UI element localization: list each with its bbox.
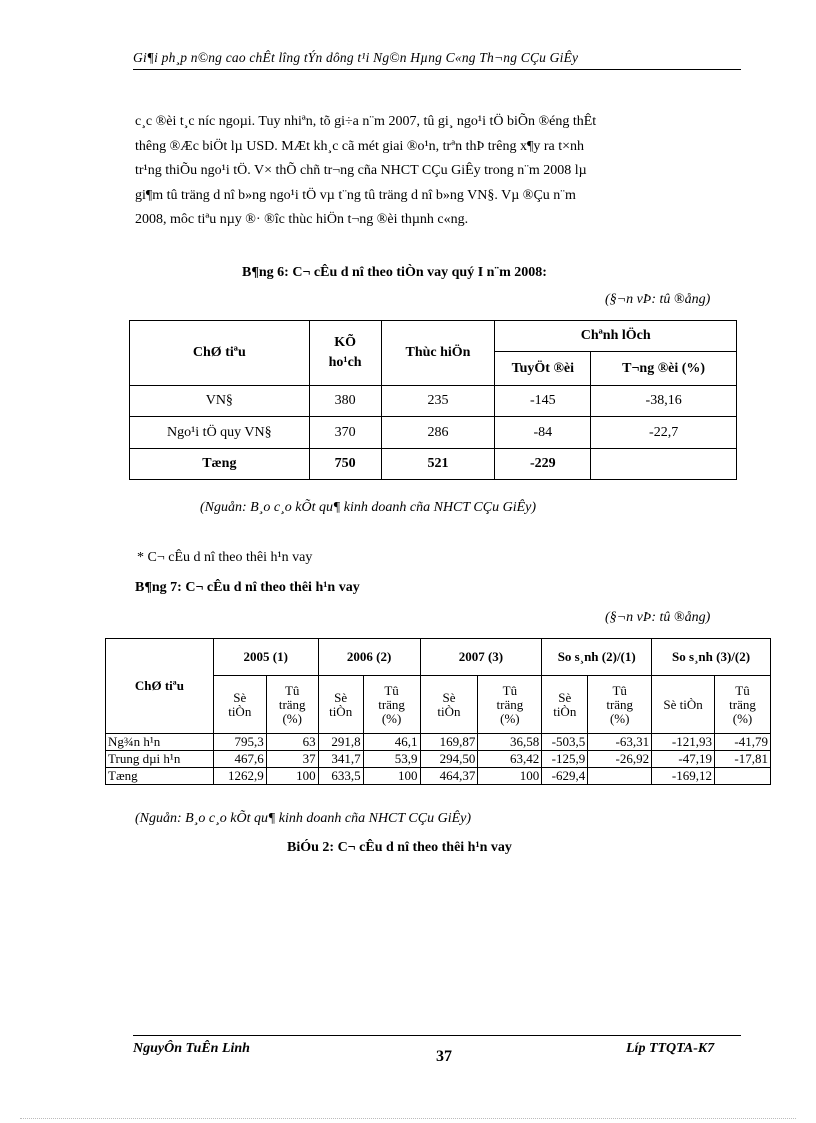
paragraph-line: tr¹ng thiÕu ngo¹i tÖ. V× thÕ chñ tr¬ng cña NHCT CÇu GiÊy trong n¨m 2008 lµ — [135, 163, 587, 178]
t6-header-relative: T¬ng ®èi (%) — [591, 352, 737, 386]
t7-cell: 53,9 — [363, 751, 420, 768]
t7-cell: 294,50 — [420, 751, 478, 768]
t7-cell: 633,5 — [318, 768, 363, 785]
t7-subheader-amount: Sè tiÒn — [542, 676, 588, 734]
t7-row-label: Trung dµi h¹n — [106, 751, 214, 768]
table-row — [130, 386, 737, 417]
t7-subheader-share: Tû träng (%) — [266, 676, 318, 734]
t6-cell: -22,7 — [591, 417, 737, 449]
t7-subheader-share: Tû träng (%) — [715, 676, 771, 734]
paragraph-line: 2008, môc tiªu nµy ®· ®îc thùc hiÖn t¬ng ®èi thµnh c«ng. — [135, 212, 469, 227]
t7-cell: -629,4 — [542, 768, 588, 785]
table-row — [106, 751, 771, 768]
t7-cell: 100 — [363, 768, 420, 785]
t7-cell: -26,92 — [588, 751, 652, 768]
t7-row-label: Ng¾n h¹n — [106, 734, 214, 751]
t7-subheader-amount: Sè tiÒn — [318, 676, 363, 734]
t7-cell: 467,6 — [213, 751, 266, 768]
t6-cell: -84 — [495, 417, 591, 449]
t7-cell: 795,3 — [213, 734, 266, 751]
t6-header-plan: KÕ ho¹ch — [309, 321, 381, 386]
table7 — [105, 638, 771, 785]
paragraph-line: gi¶m tû träng d nî b»ng ngo¹i tÖ vµ t¨ng tû träng d nî b»ng VN§. Vµ ®Çu n¨m — [135, 187, 576, 203]
t7-cell: -503,5 — [542, 734, 588, 751]
t7-subheader-share: Tû träng (%) — [363, 676, 420, 734]
t6-cell: Tæng — [130, 449, 310, 480]
t7-subheader-amount: Sè tiÒn — [420, 676, 478, 734]
section-bullet: * C¬ cÊu d nî theo thêi h¹n vay — [137, 550, 313, 565]
t7-cell: 37 — [266, 751, 318, 768]
t7-cell: -121,93 — [652, 734, 715, 751]
t7-cell: 169,87 — [420, 734, 478, 751]
t7-header-cmp32: So s¸nh (3)/(2) — [652, 639, 771, 676]
t7-cell: 1262,9 — [213, 768, 266, 785]
t7-cell: -17,81 — [715, 751, 771, 768]
t6-cell: 370 — [309, 417, 381, 449]
t7-cell: 36,58 — [478, 734, 542, 751]
t6-header-absolute: TuyÖt ®èi — [495, 352, 591, 386]
t7-cell: 291,8 — [318, 734, 363, 751]
t6-header-actual: Thùc hiÖn — [381, 321, 495, 386]
t6-cell: 750 — [309, 449, 381, 480]
footer-author: NguyÔn TuÊn Linh — [133, 1041, 250, 1056]
page-edge-divider — [20, 1118, 796, 1119]
footer-divider — [133, 1035, 741, 1036]
page-number: 37 — [436, 1048, 452, 1065]
t7-subheader-share: Tû träng (%) — [478, 676, 542, 734]
t6-cell: 380 — [309, 386, 381, 417]
table-row — [130, 417, 737, 449]
t6-cell: Ngo¹i tÖ quy VN§ — [130, 417, 310, 449]
t6-cell: 235 — [381, 386, 495, 417]
t7-header-2007: 2007 (3) — [420, 639, 542, 676]
t7-cell: 63 — [266, 734, 318, 751]
t7-cell: -125,9 — [542, 751, 588, 768]
t7-cell — [715, 768, 771, 785]
t6-header-diff: Chªnh lÖch — [495, 321, 737, 352]
table-row-total — [130, 449, 737, 480]
chart-caption: BiÓu 2: C¬ cÊu d nî theo thêi h¹n vay — [287, 840, 512, 855]
t6-cell: 521 — [381, 449, 495, 480]
t7-cell: 464,37 — [420, 768, 478, 785]
t6-cell: VN§ — [130, 386, 310, 417]
t7-subheader-amount: Sè tiÒn — [652, 676, 715, 734]
t6-header-indicator: ChØ tiªu — [130, 321, 310, 386]
t7-cell: 63,42 — [478, 751, 542, 768]
t6-cell: -145 — [495, 386, 591, 417]
running-header: Gi¶i ph¸p n©ng cao chÊt lîng tÝn dông t¹i Ng©n Hµng C«ng Th¬ng CÇu GiÊy — [133, 50, 741, 70]
table6-unit: (§¬n vÞ: tû ®ång) — [605, 292, 711, 307]
paragraph-line: c¸c ®èi t¸c níc ngoµi. Tuy nhiªn, tõ gi÷a n¨m 2007, tû gi¸ ngo¹i tÖ biÕn ®éng thÊt — [135, 114, 597, 129]
t7-cell: -169,12 — [652, 768, 715, 785]
t7-subheader-share: Tû träng (%) — [588, 676, 652, 734]
t7-cell — [588, 768, 652, 785]
table6-source: (Nguån: B¸o c¸o kÕt qu¶ kinh doanh cña NHCT CÇu GiÊy) — [200, 500, 537, 515]
table-row — [106, 734, 771, 751]
table6 — [129, 320, 737, 480]
body-paragraph — [135, 110, 739, 233]
table7-caption: B¶ng 7: C¬ cÊu d nî theo thêi h¹n vay — [135, 580, 360, 595]
t7-cell: 100 — [478, 768, 542, 785]
t6-cell: -38,16 — [591, 386, 737, 417]
t7-cell: -63,31 — [588, 734, 652, 751]
t6-cell — [591, 449, 737, 480]
t6-cell: -229 — [495, 449, 591, 480]
table7-source: (Nguån: B¸o c¸o kÕt qu¶ kinh doanh cña NHCT CÇu GiÊy) — [135, 811, 472, 826]
t7-cell: 341,7 — [318, 751, 363, 768]
t7-row-label: Tæng — [106, 768, 214, 785]
table6-caption: B¶ng 6: C¬ cÊu d nî theo tiÒn vay quý I n¨m 2008: — [242, 265, 547, 280]
t7-header-2005: 2005 (1) — [213, 639, 318, 676]
t7-cell: -41,79 — [715, 734, 771, 751]
table-row-total — [106, 768, 771, 785]
t7-header-cmp21: So s¸nh (2)/(1) — [542, 639, 652, 676]
paragraph-line: thêng ®Æc biÖt lµ USD. MÆt kh¸c cã mét giai ®o¹n, trªn thÞ trêng x¶y ra t×nh — [135, 138, 585, 154]
table7-unit: (§¬n vÞ: tû ®ång) — [605, 610, 711, 625]
t6-cell: 286 — [381, 417, 495, 449]
t7-cell: -47,19 — [652, 751, 715, 768]
footer-class: Líp TTQTA-K7 — [626, 1041, 715, 1056]
t7-cell: 46,1 — [363, 734, 420, 751]
t7-header-2006: 2006 (2) — [318, 639, 420, 676]
t7-cell: 100 — [266, 768, 318, 785]
t7-header-indicator: ChØ tiªu — [106, 639, 214, 734]
t7-subheader-amount: Sè tiÒn — [213, 676, 266, 734]
